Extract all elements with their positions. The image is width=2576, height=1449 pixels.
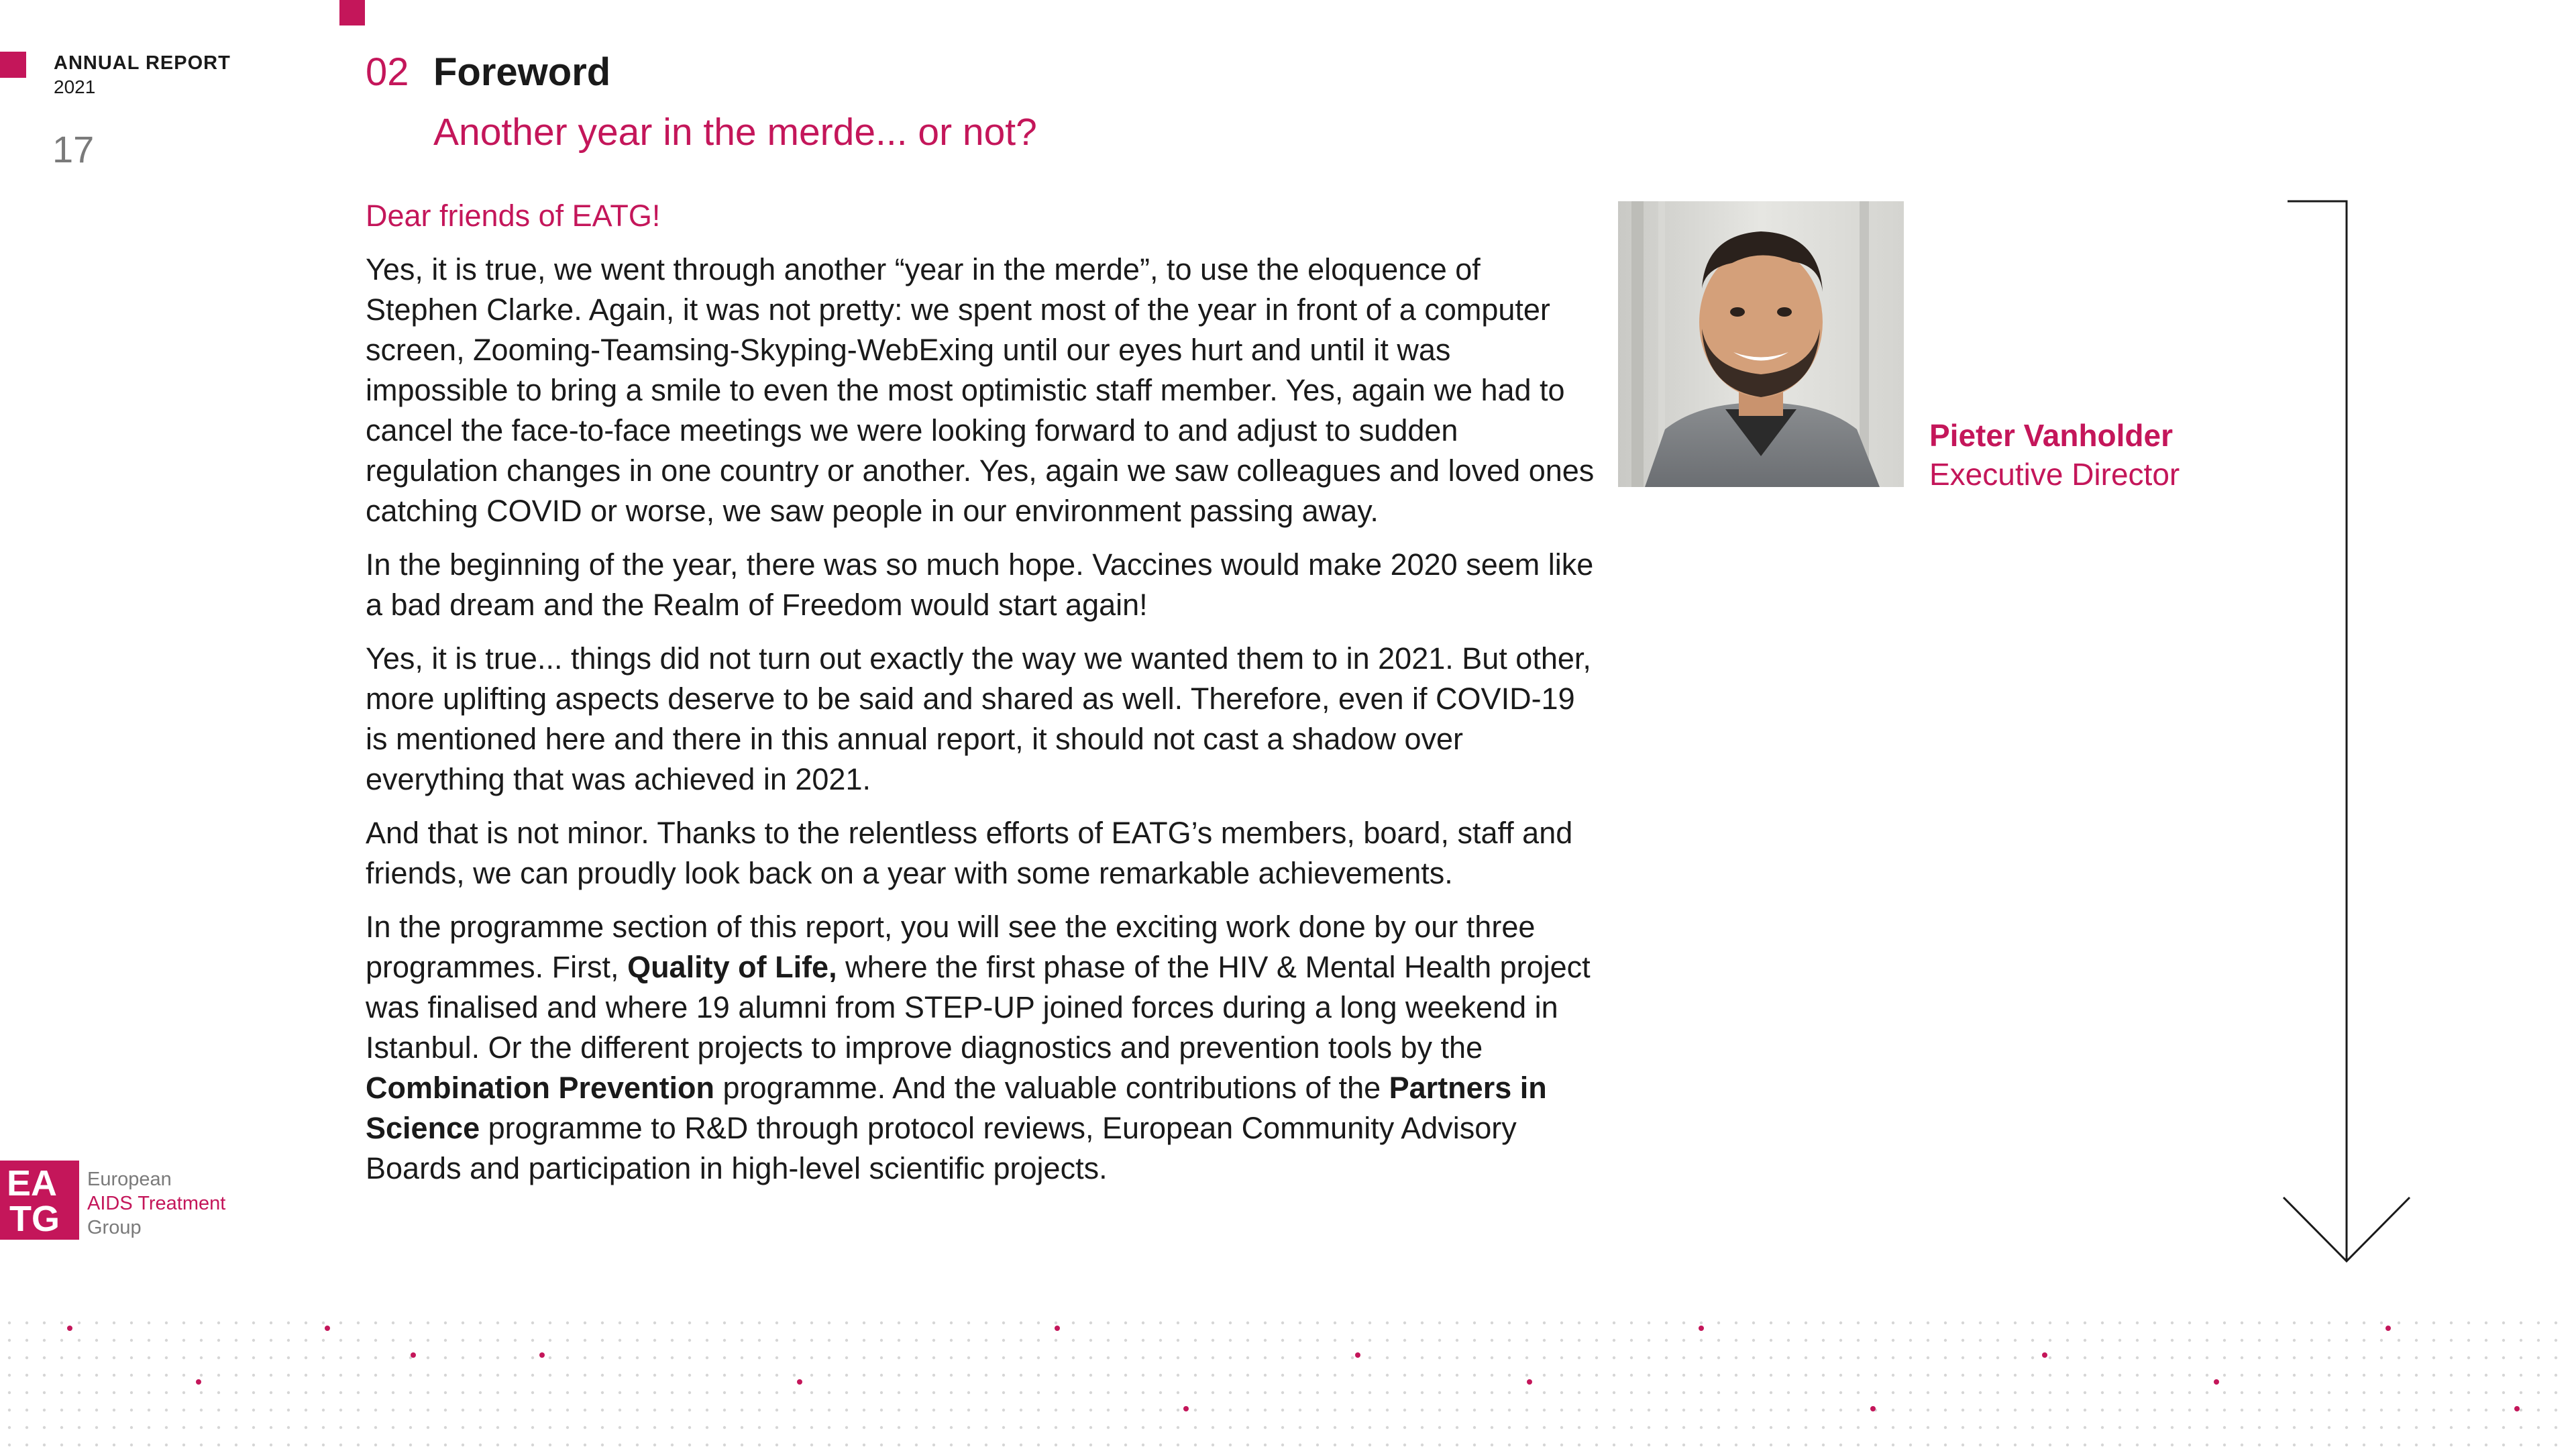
- letter-paragraph: [366, 813, 1597, 894]
- portrait-illustration: [1618, 201, 1904, 487]
- paragraph-text: And that is not minor. Thanks to the relentless efforts of EATG’s members, board, staff and friends, we can proudly look back on a year with some remarkable achievements.: [366, 816, 1573, 890]
- person-role: Executive Director: [1929, 457, 2180, 492]
- paragraph-text: In the programme section of this report, you will see the exciting work done by our three programmes. First,: [366, 910, 1536, 984]
- dotted-footer-pattern: [0, 1315, 2576, 1449]
- paragraph-text: where the first phase of the HIV & Mental Health project was finalised and where 19 alumni from STEP-UP joined forces during a long weekend in Istanbul. Or the different projects to improve diagnostics and prevention tools by the: [366, 950, 1591, 1065]
- section-title: Foreword: [433, 50, 611, 94]
- paragraph-text: In the beginning of the year, there was so much hope. Vaccines would make 2020 seem like a bad dream and the Realm of Freedom would start again!: [366, 547, 1594, 622]
- logo-line-2: AIDS Treatment: [87, 1193, 226, 1214]
- report-label: ANNUAL REPORT: [54, 52, 231, 74]
- logo-wordmark: [87, 1167, 225, 1240]
- letter-paragraph: [366, 907, 1597, 1189]
- letter-paragraph: [366, 250, 1597, 531]
- section-subtitle: Another year in the merde... or not?: [433, 111, 1037, 154]
- letter-paragraph: [366, 639, 1597, 800]
- programme-name: Quality of Life,: [627, 950, 837, 984]
- letter-paragraph: [366, 545, 1597, 625]
- section-number: 02: [366, 50, 409, 94]
- logo-line-1: European: [87, 1169, 172, 1190]
- side-accent-mark: [0, 52, 26, 78]
- portrait-photo: [1618, 201, 1904, 487]
- paragraph-text: programme to R&D through protocol reviews, European Community Advisory Boards and participation in high-level scientific projects.: [366, 1111, 1517, 1185]
- down-arrow-icon: [2267, 195, 2435, 1268]
- paragraph-text: Yes, it is true... things did not turn out exactly the way we wanted them to in 2021. But other, more uplifting aspects deserve to be said and shared as well. Therefore, even if COVID-19 is mentioned here and there in this annual report, it should not cast a shadow over everything that was achieved in 2021.: [366, 641, 1591, 796]
- logo-letters-top: EA: [7, 1163, 58, 1203]
- page-number: 17: [52, 128, 95, 170]
- top-accent-tab: [339, 0, 365, 25]
- eatg-logo: [0, 1161, 79, 1240]
- logo-letters-bottom: TG: [9, 1199, 60, 1239]
- paragraph-text: programme. And the valuable contributions of the: [714, 1071, 1389, 1105]
- person-name: Pieter Vanholder: [1929, 418, 2174, 453]
- salutation: Dear friends of EATG!: [366, 199, 661, 233]
- letter-body: [366, 250, 1597, 1202]
- paragraph-text: Yes, it is true, we went through another “year in the merde”, to use the eloquence of Stephen Clarke. Again, it was not pretty: we spent most of the year in front of a computer screen, Zooming-Teamsing-Skyping-WebExing until our eyes hurt and until it was impossible to bring a smile to even the most optimistic staff member. Yes, again we had to cancel the face-to-face meetings we were looking forward to and adjust to sudden regulation changes in one country or another. Yes, again we saw colleagues and loved ones catching COVID or worse, we saw people in our environment passing away.: [366, 252, 1595, 528]
- programme-name: Combination Prevention: [366, 1071, 715, 1105]
- programme-name: Partners in Science: [366, 1071, 1547, 1145]
- logo-line-3: Group: [87, 1217, 142, 1238]
- report-year: 2021: [54, 76, 96, 97]
